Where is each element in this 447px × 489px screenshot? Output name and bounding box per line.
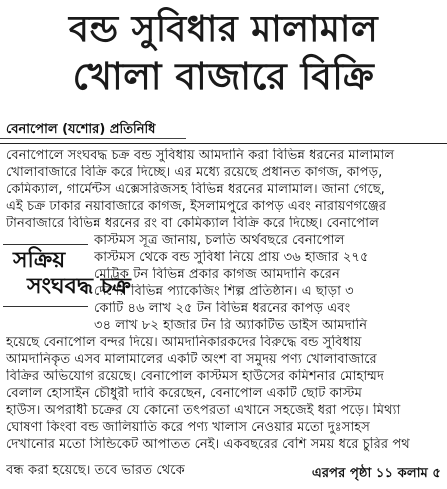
body-line: দেশের বিভিন্ন প্যাকেজিং শিল্প প্রতিষ্ঠান। এ ছাড়া ৩: [94, 284, 354, 299]
body-line: এই চক্র ঢাকার নয়াবাজারে কাগজ, ইসলামপুরে কাপড় এবং নারায়ণগঞ্জের: [6, 199, 387, 214]
body-line: দেখানোর মতো সিন্ডিকেট আপাতত নেই। একবছরের বেশি সময় ধরে চুরির পথ: [6, 437, 410, 452]
body-line: কোটি ৪৬ লাখ ২৫ টন বিভিন্ন ধরনের কাপড় এবং: [94, 301, 351, 316]
body-line: ৩৪ লাখ ৮২ হাজার টন রি অ্যাকটিভ ডাইস আমদানি: [94, 318, 368, 333]
body-line: হাউস। অপরাধী চক্রের যে কোনো তৎপরতা এখানে সহজেই ধরা পড়ে। মিথ্যা: [6, 403, 401, 418]
body-line: ঘোষণা কিংবা বন্ড জালিয়াতি করে পণ্য খালাস নেওয়ার মতো দুঃসাহস: [6, 420, 370, 435]
continuation-note: এরপর পৃষ্ঠা ১১ কলাম ৫: [311, 466, 441, 481]
byline-underline: [0, 138, 186, 139]
headline-line-1: বন্ড সুবিধার মালামাল: [68, 9, 379, 50]
body-line: কাস্টমস থেকে বন্ড সুবিধা নিয়ে প্রায় ৩৬ হাজার ২৭৫: [94, 250, 369, 265]
body-line: বেনাপোলে সংঘবদ্ধ চক্র বন্ড সুবিধায় আমদানি করা বিভিন্ন ধরনের মালামাল: [6, 148, 395, 163]
body-line: মেট্রিক টন বিভিন্ন প্রকার কাগজ আমদানি করেন: [94, 267, 340, 282]
body-line: হয়েছে বেনাপোল বন্দর দিয়ে। আমদানিকারকদের বিরুদ্ধে বন্ড সুবিধায়: [6, 335, 362, 350]
pull-quote-line-2: সংঘবদ্ধ চক্র: [27, 274, 131, 299]
body-line: খোলাবাজারে বিক্রি করে দিচ্ছে। এর মধ্যে রয়েছে প্রধানত কাগজ, কাপড়,: [6, 165, 383, 180]
body-line: আমদানিকৃত এসব মালামালের একটি অংশ বা সমুদয় পণ্য খোলাবাজারে: [6, 352, 377, 367]
body-line: বেলাল হোসাইন চৌধুরী দাবি করেছেন, বেনাপোল একটি ছোট কাস্টম: [6, 386, 362, 401]
body-line: বিক্রির অভিযোগ রয়েছে। বেনাপোল কাস্টমস হাউসের কমিশনার মোহাম্মদ: [6, 369, 384, 384]
byline: বেনাপোল (যশোর) প্রতিনিধি: [6, 122, 156, 137]
body-line: কাস্টমস সূত্র জানায়, চলতি অর্থবছরে বেনাপোল: [94, 233, 345, 248]
pull-quote-line-1: সক্রিয়: [13, 248, 66, 273]
body-line: কেমিক্যাল, গার্মেন্টস এক্সেসরিজসহ বিভিন্ন ধরনের মালামাল। জানা গেছে,: [6, 182, 385, 197]
divider-rule: [0, 143, 447, 144]
pull-quote: [3, 244, 131, 307]
headline-line-2: খোলা বাজারে বিক্রি: [72, 55, 375, 98]
body-line: টানবাজারে বিভিন্ন ধরনের রং বা কেমিক্যাল বিক্রি করে দিচ্ছে। বেনাপোল: [6, 216, 379, 231]
body-line: বন্ধ করা হয়েছে। তবে ভারত থেকে: [6, 463, 185, 478]
